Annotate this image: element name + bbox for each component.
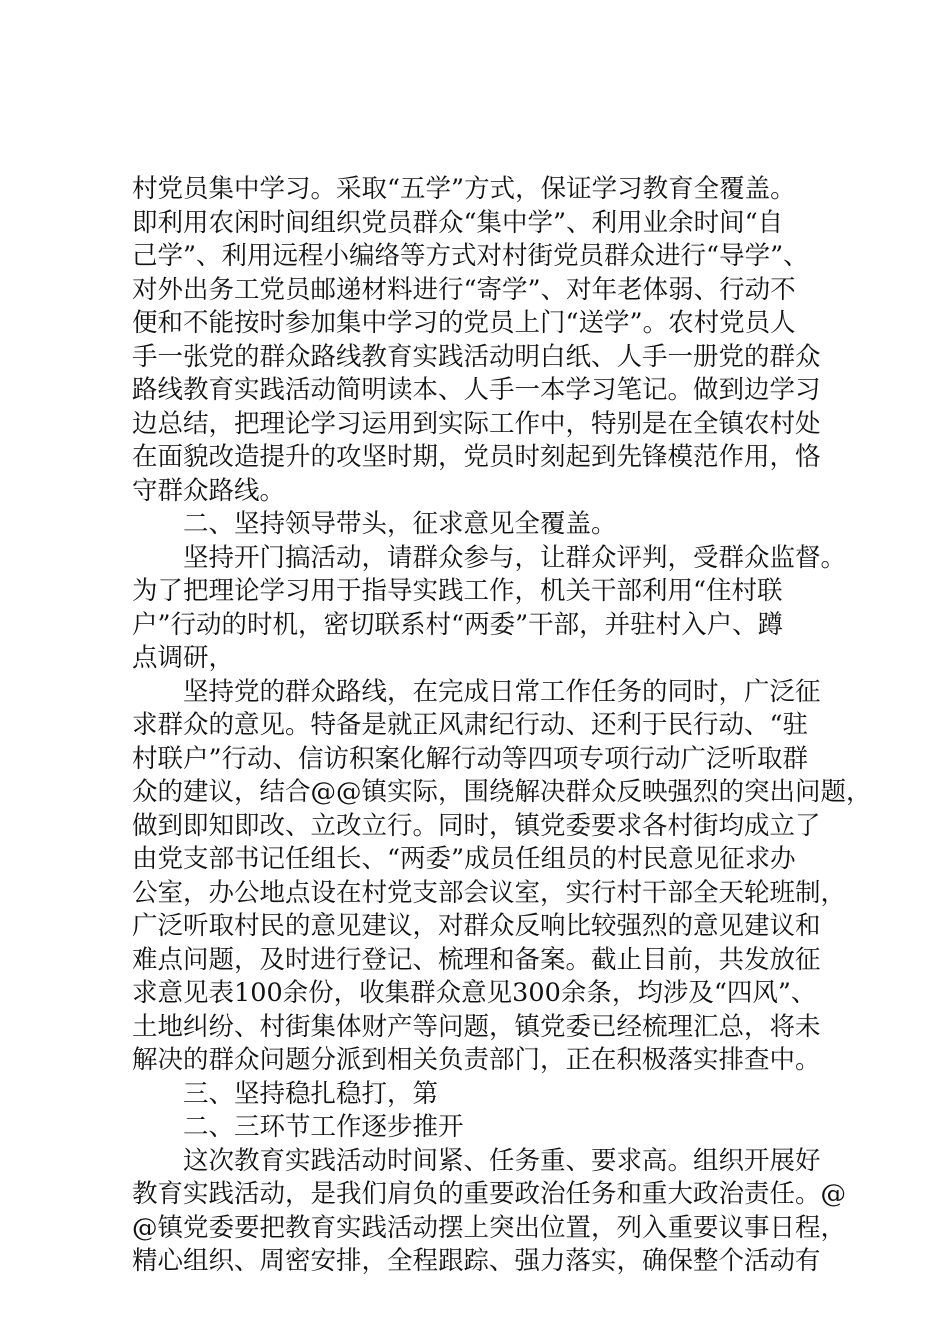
text-line: 边总结，把理论学习运用到实际工作中，特别是在全镇农村处	[132, 408, 821, 439]
text-line: 路线教育实践活动简明读本、人手一本学习笔记。做到边学习	[132, 375, 821, 405]
text-line: 广泛听取村民的意见建议，对群众反响比较强烈的意见建议和	[132, 911, 821, 941]
text-line: 由党支部书记任组长、“两委”成员任组员的村民意见征求办	[132, 844, 796, 874]
text-line: 公室，办公地点设在村党支部会议室，实行村干部全天轮班制，	[132, 877, 847, 908]
text-line: 坚持开门搞活动，请群众参与，让群众评判，受群众监督。	[183, 542, 847, 573]
text-line: 求意见表100余份，收集群众意见300余条，均涉及“四风”、	[132, 978, 817, 1008]
text-line: 户”行动的时机，密切联系村“两委”干部，并驻村入户、蹲	[132, 609, 784, 640]
text-line: @镇党委要把教育实践活动摆上突出位置，列入重要议事日程，	[132, 1212, 847, 1243]
text-line: 点调研，	[132, 643, 235, 673]
text-line: 村党员集中学习。采取“五学”方式，保证学习教育全覆盖。	[132, 174, 796, 204]
text-line: 难点问题，及时进行登记、梳理和备案。截止目前，共发放征	[132, 944, 821, 975]
text-line: 坚持党的群众路线，在完成日常工作任务的同时，广泛征	[183, 676, 821, 707]
text-line: 手一张党的群众路线教育实践活动明白纸、人手一册党的群众	[132, 341, 821, 372]
text-line: 精心组织、周密安排，全程跟踪、强力落实，确保整个活动有	[132, 1246, 821, 1276]
text-line: 己学”、利用远程小编络等方式对村街党员群众进行“导学”、	[132, 241, 809, 271]
text-line: 对外出务工党员邮递材料进行“寄学”、对年老体弱、行动不	[132, 274, 796, 305]
text-line: 为了把理论学习用于指导实践工作，机关干部利用“住村联	[132, 576, 783, 606]
text-line: 守群众路线。	[132, 475, 286, 506]
text-line: 村联户”行动、信访积案化解行动等四项专项行动广泛听取群	[132, 743, 809, 774]
section-heading: 二、三环节工作逐步推开	[183, 1112, 464, 1142]
section-heading: 二、坚持领导带头，征求意见全覆盖。	[183, 509, 617, 539]
text-line: 众的建议，结合@@镇实际，围绕解决群众反映强烈的突出问题，	[132, 777, 872, 807]
text-line: 教育实践活动，是我们肩负的重要政治任务和重大政治责任。@	[132, 1179, 847, 1209]
document-body	[132, 173, 872, 1279]
text-line: 即利用农闲时间组织党员群众“集中学”、利用业余时间“自	[132, 207, 784, 238]
text-line: 土地纠纷、村街集体财产等问题，镇党委已经梳理汇总，将未	[132, 1011, 821, 1042]
text-line: 求群众的意见。特备是就正风肃纪行动、还利于民行动、“驻	[132, 710, 809, 740]
section-heading: 三、坚持稳扎稳打，第	[183, 1078, 439, 1109]
text-line: 做到即知即改、立改立行。同时，镇党委要求各村街均成立了	[132, 810, 821, 841]
text-line: 这次教育实践活动时间紧、任务重、要求高。组织开展好	[183, 1145, 821, 1176]
text-line: 便和不能按时参加集中学习的党员上门“送学”。农村党员人	[132, 308, 796, 338]
text-line: 解决的群众问题分派到相关负责部门，正在积极落实排查中。	[132, 1045, 821, 1075]
text-line: 在面貌改造提升的攻坚时期，党员时刻起到先锋模范作用，恪	[132, 442, 821, 472]
